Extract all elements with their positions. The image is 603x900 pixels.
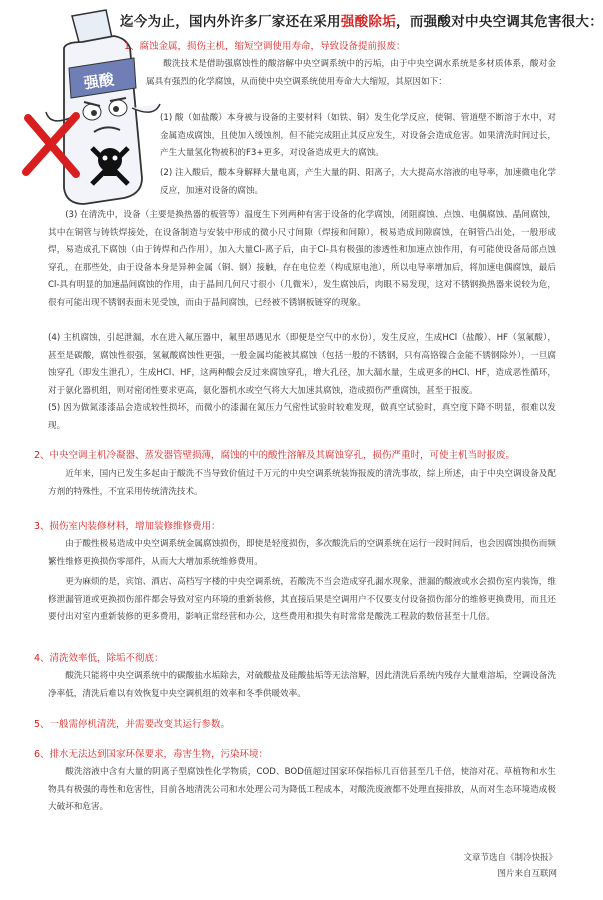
section-1-paragraph: (5) 因为做氮漆漆品会造成较性损坏，而微小的漆漏在氮压力气密性试验时较难发现，做真空试验时，真空度下降不明显，很难以发现。	[48, 403, 556, 431]
section-1-item-4	[48, 330, 556, 400]
article-source: 文章节选自《制冷快报》	[463, 853, 557, 863]
section-1-heading: 1、腐蚀金属，损伤主机，缩短空调使用寿命，导致设备提前报废：	[124, 41, 406, 52]
section-6-paragraph: 酸洗溶液中含有大量的阴离子型腐蚀性化学物质，COD、BOD值超过国家环保指标几百倍甚至几千倍，使溶对花、草植物和水生物具有极强的毒性和危害性，目前各地清洗公司和水处理公司为降低工程成本，对酸洗废液都不处理直接排放，从而对生态环境造成极大破坏和危害。	[48, 767, 556, 812]
section-1-item-2	[160, 165, 556, 200]
section-6-body	[48, 764, 556, 817]
section-1-paragraph: (3) 在清洗中，设备（主要是换热器的板管等）温度生下列两种有害于设备的化学腐蚀，闭阻腐蚀、点蚀、电偶腐蚀、晶间腐蚀，其中在铜管与铸铁焊接处，在设备制造与安装中形成的微小尺寸间隙（焊接和间隙），极易造成间隙腐蚀，在铜管凸出处，一般形成焊，易造成孔下腐蚀（由于铸焊和凸作用），加入大量Cl-离子后，由于Cl-具有极强的渗透性和加速点蚀作用，有可能使设备局部点蚀穿孔，在那些处，由于设备本身是异种金属（铜、钢）接触，存在电位差（构成原电池），所以电导率增加后，将加速电偶腐蚀，最后Cl-具有明显的加速晶间腐蚀的作用，由于晶间几何尺寸很小（几微米），发生腐蚀后，肉眼不易发现，这对不锈钢换热器来说较为危，很有可能出现不锈钢表面未见受蚀，而由于晶间腐蚀，已经被不锈钢板链穿的现象。	[48, 210, 556, 308]
bottle-label: 强酸	[82, 70, 116, 93]
section-4-body	[48, 668, 556, 703]
section-1-intro	[146, 56, 556, 91]
section-1-item-5	[48, 400, 556, 435]
page-title	[120, 10, 603, 30]
image-source: 图片来自互联网	[497, 869, 557, 879]
section-1-item-1	[160, 110, 556, 163]
title-part-1: 迄今为止，国内外许多厂家还在采用	[120, 14, 341, 30]
section-2-heading: 2、中央空调主机冷凝器、蒸发器管壁损薄，腐蚀的中的酸性溶解及其腐蚀穿孔，损伤严重时，可使主机当时报废。	[34, 450, 516, 461]
section-1-paragraph: 酸洗技术是借助强腐蚀性的酸溶解中央空调系统中的污垢，由于中央空调水系统是多材质体系，酸对金属具有强烈的化学腐蚀，从而使中央空调系统使用寿命大大缩短，其原因如下：	[146, 59, 556, 87]
section-3-body-2	[48, 574, 556, 627]
title-part-3: ，而强酸对中央空调其危害很大：	[396, 14, 603, 30]
section-2-body	[48, 466, 556, 501]
section-5-heading: 5、一般需停机清洗，并需要改变其运行参数。	[34, 719, 231, 730]
section-3-paragraph: 更为麻烦的是，宾馆、酒店、高档写字楼的中央空调系统，若酸洗不当会造成穿孔漏水现象，泄漏的酸液或水会损伤室内装饰，维修泄漏管道或更换损伤部件都会导致对室内环境的重新装修，其直接后果是空调用户不仅要支付设备损伤部分的维修更换费用，而且还要付出对室内重新装修的更多费用，影响正常经营和办公，这些费用和损失有时常常是酸洗工程款的数倍甚至十几倍。	[48, 577, 556, 622]
section-1-paragraph: (4) 主机腐蚀，引起泄漏，水在进入氟压器中，氟里昂遇见水（即便是空气中的水份），发生反应，生成HCl（盐酸）、HF（氢氟酸），甚至是碳酸，腐蚀性很强，氢氟酸腐蚀性更强，一般金属均能被其腐蚀（包括一般的不锈钢，只有高铬镍合金能不锈钢除外），一旦腐蚀穿孔（即发生泄孔），生成HCl、HF，这两种酸会反过来腐蚀穿孔，增大孔径，加大漏水量，生成更多的HCl、HF，造成恶性循环，对于氨化器机组，则对密闭性要求更高，氨化器机水或空气将大大加速其腐蚀，造成损伤严重腐蚀，甚至于报废。	[48, 333, 556, 396]
section-1-paragraph: (2) 注入酸后，酸本身解释大量电离，产生大量的阴、阳离子，大大提高水溶液的电导率，加速微电化学反应，加速对设备的腐蚀。	[160, 168, 556, 196]
section-4-paragraph: 酸洗只能将中央空调系统中的碳酸盐水垢除去，对硫酸盐及硅酸盐垢等无法溶解，因此清洗后系统内残存大量难溶垢，空调设备洗净率低，清洗后难以有效恢复中央空调机组的效率和冬季供暖效率。	[48, 671, 556, 699]
title-highlight: 强酸除垢	[340, 14, 397, 30]
section-1-item-3	[48, 207, 556, 312]
section-4-heading: 4、清洗效率低，除垢不彻底：	[34, 653, 164, 664]
section-1-paragraph: (1) 酸（如盐酸）本身被与设备的主要材料（如铁、铜）发生化学反应，使铜、管道壁不断溶于水中，对金属造成腐蚀，且使加入缓蚀剂，但不能完成阻止其反应发生，对设备会造成危害。如果清洗时间过长，产生大量氢化物被积的F3+更多，对设备造成更大的腐蚀。	[160, 113, 556, 158]
section-2-paragraph: 近年来，国内已发生多起由于酸洗不当导致价值过千万元的中央空调系统装饰报废的清洗事故，综上所述，由于中央空调设备及配方剂的特殊性，不宜采用传统清洗技术。	[48, 469, 556, 497]
section-6-heading: 6、排水无法达到国家环保要求，毒害生物，污染环境：	[34, 749, 269, 760]
section-3-body-1	[48, 536, 556, 571]
section-3-heading: 3、损伤室内装修材料，增加装修维修费用：	[34, 521, 221, 532]
section-3-paragraph: 由于酸性极易造成中央空调系统金属腐蚀损伤，即使是轻度损伤，多次酸洗后的空调系统在运行一段时间后，也会因腐蚀损伤而频繁性维修更换损伤零部件，从而大大增加系统维修费用。	[48, 539, 556, 567]
source-footer	[463, 850, 557, 882]
